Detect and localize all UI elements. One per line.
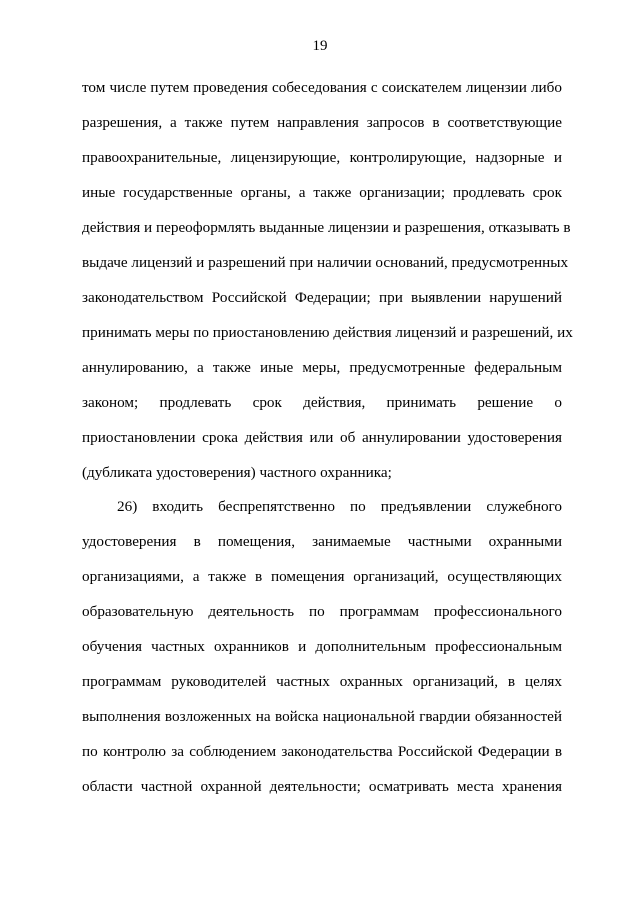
- text-line: иные государственные органы, а также организации; продлевать срок: [82, 184, 562, 201]
- text-line: том числе путем проведения собеседования с соискателем лицензии либо: [82, 79, 562, 96]
- text-line: организациями, а также в помещения организаций, осуществляющих: [82, 568, 562, 585]
- text-line: действия и переоформлять выданные лицензии и разрешения, отказывать в: [82, 219, 571, 236]
- text-line: аннулированию, а также иные меры, предусмотренные федеральным: [82, 359, 562, 376]
- text-line: (дубликата удостоверения) частного охранника;: [82, 464, 392, 481]
- text-line: законодательством Российской Федерации; при выявлении нарушений: [82, 289, 562, 306]
- text-line: 26) входить беспрепятственно по предъявлении служебного: [117, 498, 562, 515]
- page-number: 19: [312, 38, 328, 54]
- text-line: разрешения, а также путем направления запросов в соответствующие: [82, 114, 562, 131]
- text-line: выдаче лицензий и разрешений при наличии оснований, предусмотренных: [82, 254, 569, 271]
- text-line: выполнения возложенных на войска национальной гвардии обязанностей: [82, 708, 562, 725]
- text-line: принимать меры по приостановлению действия лицензий и разрешений, их: [82, 324, 573, 341]
- text-line: правоохранительные, лицензирующие, контролирующие, надзорные и: [82, 149, 562, 166]
- text-line: области частной охранной деятельности; осматривать места хранения: [82, 778, 562, 795]
- text-line: обучения частных охранников и дополнительным профессиональным: [82, 638, 562, 655]
- text-line: по контролю за соблюдением законодательства Российской Федерации в: [82, 743, 562, 760]
- text-line: программам руководителей частных охранных организаций, в целях: [82, 673, 562, 690]
- text-line: удостоверения в помещения, занимаемые частными охранными: [82, 533, 562, 550]
- text-line: законом; продлевать срок действия, принимать решение о: [82, 394, 562, 411]
- text-line: образовательную деятельность по программам профессионального: [82, 603, 562, 620]
- text-line: приостановлении срока действия или об аннулировании удостоверения: [82, 429, 562, 446]
